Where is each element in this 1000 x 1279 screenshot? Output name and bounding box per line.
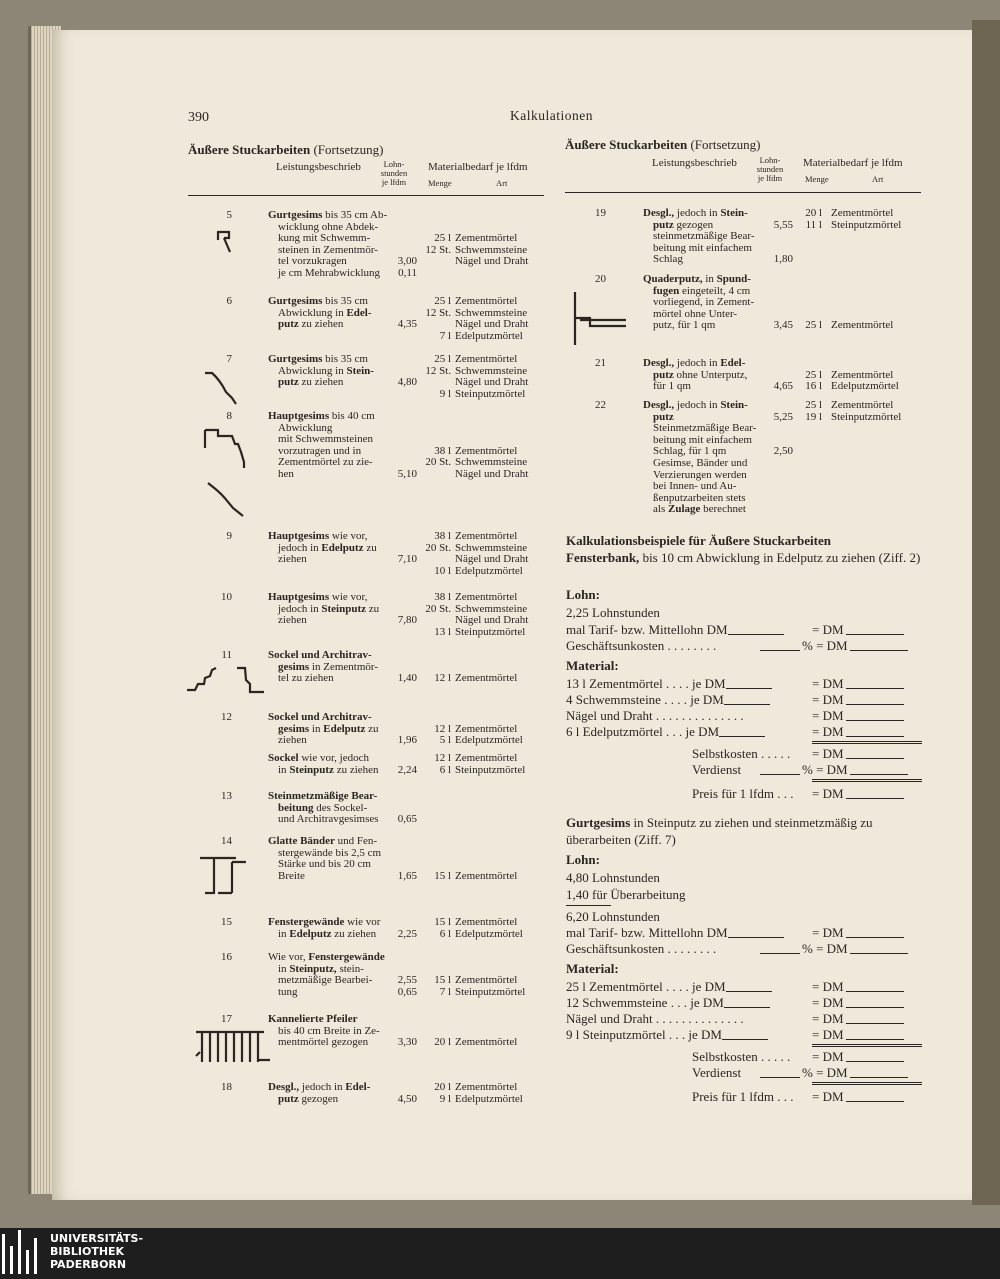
item-hours: 5,10	[397, 468, 417, 480]
calc-lohn-label: Lohn:	[566, 852, 600, 867]
item-material-type: Steinputzmörtel	[455, 625, 526, 638]
item-hours: 3,30	[397, 1036, 417, 1049]
calc-material-line: 9 l Steinputzmörtel . . . je DM	[566, 1027, 770, 1043]
item-material-type: Schwemmsteine	[455, 602, 528, 615]
item-material-type: Schwemmsteine	[455, 364, 528, 377]
item-description-line: als Zulage berechnet	[653, 503, 746, 516]
calc-material-line: Nägel und Draht . . . . . . . . . . . . . .	[566, 1011, 744, 1026]
item-description-line: Sockel und Architrav-	[268, 649, 372, 661]
item-material-qty: 25 l	[805, 319, 822, 332]
item-hours: 1,96	[397, 734, 417, 747]
item-material-type: Edelputzmörtel	[455, 734, 523, 747]
calc-selbstkosten: Selbstkosten . . . . .	[692, 1049, 791, 1064]
item-hours: 0,65	[397, 813, 417, 826]
item-description-line: hen	[278, 468, 294, 480]
calc-overhead: Geschäftsunkosten . . . . . . . .	[566, 638, 717, 653]
item-material-qty: 10 l	[434, 564, 451, 577]
item-description-line: Schlag, für 1 qm	[653, 445, 727, 458]
item-description-line: Gurtgesims bis 35 cm	[268, 295, 368, 307]
item-description-line: und Architravgesimses	[278, 813, 379, 826]
calc-material-line: 12 Schwemmsteine . . . je DM	[566, 995, 772, 1011]
item-description-line: fugen eingeteilt, 4 cm	[653, 284, 751, 297]
calc-material-line: 4 Schwemmsteine . . . . je DM	[566, 692, 772, 708]
item-material-type: Zementmörtel	[455, 591, 518, 603]
item-material-qty: 38 l	[434, 530, 451, 542]
item-description-line: kung mit Schwemm-	[278, 232, 371, 245]
item-hours: 3,45	[773, 319, 793, 332]
item-number: 6	[226, 295, 232, 307]
item-material-qty: 13 l	[434, 625, 451, 638]
profile-8-icon	[205, 430, 244, 468]
item-description-line: vorliegend, in Zement-	[653, 296, 755, 309]
item-hours: 1,65	[397, 869, 417, 882]
calc-selbstkosten-value: = DM	[812, 1049, 906, 1065]
calc-material-line: 6 l Edelputzmörtel . . . je DM	[566, 724, 767, 740]
item-number: 18	[221, 1081, 232, 1093]
item-material-qty: 12 St.	[425, 306, 451, 319]
item-material-qty: 12 St.	[425, 243, 451, 256]
calc-verdienst-value: % = DM	[760, 1065, 910, 1081]
col-header-desc: Leistungsbeschrieb	[276, 161, 361, 173]
item-description-line: tung	[278, 985, 298, 998]
item-description-line: jedoch in Steinputz zu	[278, 602, 380, 615]
calc-overhead: Geschäftsunkosten . . . . . . . .	[566, 941, 717, 956]
item-material-type: Zementmörtel	[455, 1081, 518, 1093]
item-material-qty: 11 l	[805, 218, 822, 231]
item-description-line: Desgl., jedoch in Stein-	[643, 399, 748, 411]
profile-11-icon	[187, 668, 264, 692]
item-description-line: ziehen	[278, 614, 307, 627]
item-material-qty: 7 l	[439, 329, 451, 342]
item-number: 7	[226, 353, 232, 365]
calc-material-line: Nägel und Draht . . . . . . . . . . . . . .	[566, 708, 744, 723]
item-material-qty: 15 l	[434, 916, 451, 928]
item-material-type: Nägel und Draht	[455, 376, 529, 389]
item-description-line: putz gezogen	[653, 218, 714, 231]
calc-material-line: 25 l Zementmörtel . . . . je DM	[566, 979, 774, 995]
calc-verdienst: Verdienst	[692, 1065, 742, 1080]
item-description-line: Steinmetzmäßige Bear-	[653, 422, 757, 435]
item-material-qty: 15 l	[434, 974, 451, 987]
item-hours: 7,10	[397, 553, 417, 566]
item-description-line: je cm Mehrabwicklung	[278, 267, 381, 279]
item-material-type: Schwemmsteine	[455, 243, 528, 256]
item-material-qty: 7 l	[439, 985, 451, 998]
item-material-type: Zementmörtel	[455, 752, 518, 764]
col-header-hours: Lohn- stunden je lfdm	[756, 155, 784, 183]
item-description-line: putz	[653, 410, 674, 423]
item-number: 16	[221, 951, 232, 963]
calc-selbstkosten-value: = DM	[812, 746, 906, 762]
calc-material-value: = DM	[812, 708, 906, 724]
item-description-line: Sockel und Architrav-	[268, 711, 372, 723]
item-number: 9	[226, 530, 232, 542]
item-material-type: Edelputzmörtel	[455, 1092, 523, 1105]
item-material-type: Nägel und Draht	[455, 318, 529, 331]
item-description-line: stergewände bis 2,5 cm	[278, 846, 382, 859]
item-description-line: mit Schwemmsteinen	[278, 433, 374, 446]
item-description-line: Hauptgesims wie vor,	[268, 530, 368, 542]
profile-7-icon	[205, 373, 236, 404]
calc-material-label: Material:	[566, 658, 619, 673]
item-hours: 0,65	[397, 985, 417, 998]
calc-hours-sum: 6,20 Lohnstunden	[566, 909, 660, 924]
item-material-type: Zementmörtel	[455, 353, 518, 365]
item-number: 17	[221, 1013, 232, 1025]
item-description-line: Glatte Bänder und Fen-	[268, 835, 378, 847]
col-header-qty: Menge	[805, 174, 829, 184]
item-material-type: Edelputzmörtel	[455, 329, 523, 342]
item-number: 11	[221, 649, 232, 661]
item-number: 8	[226, 410, 232, 422]
item-material-type: Zementmörtel	[455, 1036, 518, 1049]
item-description-line: Verzierungen werden	[653, 468, 747, 481]
calc-overhead-value: % = DM	[760, 941, 910, 957]
calc-rate-value: = DM	[812, 925, 906, 941]
item-material-type: Edelputzmörtel	[455, 564, 523, 577]
item-material-type: Zementmörtel	[831, 319, 894, 332]
section-title: Äußere Stuckarbeiten (Fortsetzung)	[188, 142, 384, 157]
item-material-qty: 5 l	[439, 734, 451, 747]
item-description-line: Hauptgesims bis 40 cm	[268, 410, 375, 422]
item-description-line: ziehen	[278, 734, 307, 747]
item-description-line: in Edelputz zu ziehen	[278, 927, 377, 940]
item-material-qty: 20 l	[434, 1081, 451, 1093]
item-material-type: Edelputzmörtel	[831, 380, 899, 393]
item-description-line: Schlag	[653, 253, 683, 266]
calc-material-value: = DM	[812, 979, 906, 995]
calc-preis: Preis für 1 lfdm . . .	[692, 786, 794, 801]
item-number: 20	[595, 273, 606, 285]
calc-selbstkosten: Selbstkosten . . . . .	[692, 746, 791, 761]
item-description-line: Hauptgesims wie vor,	[268, 591, 368, 603]
item-material-type: Zementmörtel	[831, 207, 894, 219]
item-description-line: Stärke und bis 20 cm	[278, 858, 371, 871]
item-description-line: Kannelierte Pfeiler	[268, 1013, 358, 1025]
item-material-type: Steinputzmörtel	[455, 387, 526, 400]
item-hours: 1,80	[773, 253, 793, 266]
item-material-type: Nägel und Draht	[455, 553, 529, 566]
item-material-type: Zementmörtel	[455, 444, 518, 457]
item-description-line: für 1 qm	[653, 380, 691, 393]
item-description-line: ßenputzarbeiten stets	[653, 491, 746, 504]
item-material-type: Zementmörtel	[455, 722, 518, 735]
item-hours: 7,80	[397, 614, 417, 627]
col-header-desc: Leistungsbeschrieb	[652, 157, 737, 169]
calc-overhead-value: % = DM	[760, 638, 910, 654]
calc-preis-value: = DM	[812, 1089, 906, 1105]
item-description-line: Quaderputz, in Spund-	[643, 273, 751, 285]
item-description-line: tel vorzukragen	[278, 255, 347, 268]
item-material-qty: 12 l	[434, 672, 451, 685]
item-description-line: steinen in Zementmör-	[278, 243, 378, 256]
item-material-qty: 15 l	[434, 869, 451, 882]
item-description-line: Abwicklung in Stein-	[278, 364, 374, 377]
item-description-line: mörtel ohne Unter-	[653, 307, 738, 320]
item-material-qty: 6 l	[439, 927, 451, 940]
item-hours: 0,11	[398, 267, 417, 279]
item-number: 5	[226, 209, 232, 221]
item-material-qty: 20 St.	[425, 602, 451, 615]
item-material-type: Steinputzmörtel	[455, 763, 526, 776]
item-material-type: Schwemmsteine	[455, 541, 528, 554]
item-material-qty: 25 l	[434, 295, 451, 307]
item-number: 10	[221, 591, 232, 603]
calc-lohn-label: Lohn:	[566, 587, 600, 602]
item-material-type: Zementmörtel	[455, 530, 518, 542]
item-material-type: Edelputzmörtel	[455, 927, 523, 940]
col-header-material: Materialbedarf je lfdm	[803, 157, 903, 169]
col-header-hours: Lohn- stunden je lfdm	[380, 159, 408, 187]
item-material-type: Steinputzmörtel	[831, 410, 902, 423]
calc-preis: Preis für 1 lfdm . . .	[692, 1089, 794, 1104]
profile-20-icon	[575, 292, 626, 345]
item-material-type: Zementmörtel	[831, 368, 894, 381]
calc-hours-line: 2,25 Lohnstunden	[566, 605, 660, 620]
item-hours: 2,55	[397, 974, 417, 987]
item-material-qty: 25 l	[805, 399, 822, 411]
item-material-qty: 20 l	[805, 207, 822, 219]
calc-material-line: 13 l Zementmörtel . . . . je DM	[566, 676, 774, 692]
item-description-line: bis 40 cm Breite in Ze-	[278, 1024, 380, 1037]
item-number: 14	[221, 835, 232, 847]
item-material-type: Zementmörtel	[455, 974, 518, 987]
item-description-line: Gurtgesims bis 35 cm	[268, 353, 368, 365]
item-description-line: Abwicklung in Edel-	[278, 306, 372, 319]
item-material-qty: 20 St.	[425, 541, 451, 554]
col-header-type: Art	[872, 174, 884, 184]
item-number: 12	[221, 711, 232, 723]
item-material-qty: 20 St.	[425, 456, 451, 469]
calc-hours-line: 4,80 Lohnstunden	[566, 870, 660, 885]
calc-material-value: = DM	[812, 724, 906, 740]
item-hours: 2,25	[397, 927, 417, 940]
item-description-line: Desgl., jedoch in Edel-	[268, 1081, 371, 1093]
item-material-type: Schwemmsteine	[455, 456, 528, 469]
item-number: 13	[221, 790, 232, 802]
item-material-type: Zementmörtel	[455, 672, 518, 685]
item-material-qty: 12 l	[434, 722, 451, 735]
item-description-line: Wie vor, Fenstergewände	[268, 951, 385, 963]
item-description-line: Breite	[278, 869, 305, 882]
item-material-qty: 12 St.	[425, 364, 451, 377]
item-material-qty: 38 l	[434, 591, 451, 603]
item-number: 22	[595, 399, 606, 411]
item-number: 19	[595, 207, 606, 219]
library-name: UNIVERSITÄTS- BIBLIOTHEK PADERBORN	[50, 1232, 144, 1271]
profile-14-icon	[200, 858, 246, 893]
item-material-type: Nägel und Draht	[455, 255, 529, 268]
item-material-qty: 6 l	[439, 763, 451, 776]
item-hours: 2,24	[397, 763, 417, 776]
calc-verdienst-value: % = DM	[760, 762, 910, 778]
item-material-type: Zementmörtel	[455, 916, 518, 928]
item-material-qty: 9 l	[439, 387, 451, 400]
item-description-line: putz zu ziehen	[278, 376, 344, 389]
col-header-material: Materialbedarf je lfdm	[428, 161, 528, 173]
calc-material-value: = DM	[812, 1011, 906, 1027]
library-footer	[0, 1228, 1000, 1279]
item-material-type: Steinputzmörtel	[831, 218, 902, 231]
item-material-type: Zementmörtel	[455, 232, 518, 245]
item-description-line: vorzutragen und in	[278, 444, 362, 457]
col-header-type: Art	[496, 178, 508, 188]
calc-material-label: Material:	[566, 961, 619, 976]
item-description-line: Abwicklung	[278, 421, 333, 434]
item-description-line: gesims in Edelputz zu	[278, 722, 379, 735]
calc-material-value: = DM	[812, 676, 906, 692]
item-material-qty: 25 l	[434, 353, 451, 365]
library-logo-icon	[0, 1228, 40, 1278]
item-material-type: Nägel und Draht	[455, 614, 529, 627]
item-hours: 5,25	[773, 410, 793, 423]
calc-material-value: = DM	[812, 1027, 906, 1043]
item-description-line: beitung mit einfachem	[653, 433, 752, 446]
item-hours: 2,50	[773, 445, 793, 458]
item-description-line: mentmörtel gezogen	[278, 1036, 369, 1049]
profile-17-icon	[196, 1032, 270, 1062]
item-description-line: putz gezogen	[278, 1092, 339, 1105]
item-description-line: wicklung ohne Abdek-	[278, 220, 379, 233]
item-material-type: Zementmörtel	[455, 295, 518, 307]
item-description-line: putz, für 1 qm	[653, 319, 716, 332]
item-material-type: Schwemmsteine	[455, 306, 528, 319]
item-material-type: Zementmörtel	[455, 869, 518, 882]
calc-intro: Gurtgesims in Steinputz zu ziehen und steinmetzmäßig zu überarbeiten (Ziff. 7)	[566, 815, 873, 847]
item-material-qty: 25 l	[805, 368, 822, 381]
calc-heading: Kalkulationsbeispiele für Äußere Stuckarbeiten	[566, 533, 831, 548]
item-material-qty: 19 l	[805, 410, 822, 423]
item-description-line: Desgl., jedoch in Edel-	[643, 357, 746, 369]
item-description-line: ziehen	[278, 553, 307, 566]
calc-intro: Fensterbank, bis 10 cm Abwicklung in Edelputz zu ziehen (Ziff. 2)	[566, 550, 921, 565]
item-hours: 3,00	[397, 255, 417, 268]
page-number: 390	[188, 110, 209, 125]
profile-5-icon	[217, 232, 230, 252]
calc-rate: mal Tarif- bzw. Mittellohn DM	[566, 925, 786, 941]
item-number: 21	[595, 357, 606, 369]
item-description-line: Desgl., jedoch in Stein-	[643, 207, 748, 219]
item-description-line: bei Innen- und Au-	[653, 480, 737, 493]
calc-verdienst: Verdienst	[692, 762, 742, 777]
item-description-line: metzmäßige Bearbei-	[278, 974, 373, 987]
item-description-line: Sockel wie vor, jedoch	[268, 752, 369, 764]
calc-rate: mal Tarif- bzw. Mittellohn DM	[566, 622, 786, 638]
item-description-line: beitung mit einfachem	[653, 241, 752, 254]
item-description-line: Gurtgesims bis 35 cm Ab-	[268, 209, 388, 221]
profile-9-icon	[208, 483, 243, 516]
item-description-line: in Steinputz zu ziehen	[278, 763, 379, 776]
item-material-qty: 38 l	[434, 444, 451, 457]
item-description-line: Steinmetzmäßige Bear-	[268, 790, 378, 802]
item-description-line: Zementmörtel zu zie-	[278, 456, 373, 469]
item-description-line: Fenstergewände wie vor	[268, 916, 381, 928]
item-hours: 4,65	[773, 380, 793, 393]
item-description-line: tel zu ziehen	[278, 672, 334, 685]
item-description-line: putz ohne Unterputz,	[653, 368, 748, 381]
calc-material-value: = DM	[812, 995, 906, 1011]
item-description-line: in Steinputz, stein-	[278, 962, 364, 975]
item-material-qty: 25 l	[434, 232, 451, 245]
item-material-qty: 9 l	[439, 1092, 451, 1105]
item-hours: 4,80	[397, 376, 417, 389]
item-description-line: jedoch in Edelputz zu	[278, 541, 377, 554]
item-hours: 4,35	[397, 318, 417, 331]
item-hours: 4,50	[397, 1092, 417, 1105]
calc-rate-value: = DM	[812, 622, 906, 638]
item-hours: 5,55	[773, 218, 793, 231]
running-title: Kalkulationen	[510, 108, 593, 123]
section-title: Äußere Stuckarbeiten (Fortsetzung)	[565, 137, 761, 152]
item-description-line: beitung des Sockel-	[278, 801, 368, 814]
item-material-type: Steinputzmörtel	[455, 985, 526, 998]
item-material-type: Nägel und Draht	[455, 468, 529, 480]
item-description-line: Gesimse, Bänder und	[653, 457, 748, 469]
item-description-line: steinmetzmäßige Bear-	[653, 230, 755, 243]
item-material-qty: 16 l	[805, 380, 822, 393]
calc-material-value: = DM	[812, 692, 906, 708]
col-header-qty: Menge	[428, 178, 452, 188]
item-material-qty: 12 l	[434, 752, 451, 764]
item-number: 15	[221, 916, 232, 928]
calc-hours-line: 1,40 für Überarbeitung	[566, 887, 686, 902]
item-material-type: Zementmörtel	[831, 399, 894, 411]
item-description-line: gesims in Zementmör-	[278, 660, 378, 673]
item-material-qty: 20 l	[434, 1036, 451, 1049]
calc-preis-value: = DM	[812, 786, 906, 802]
item-hours: 1,40	[397, 672, 417, 685]
item-description-line: putz zu ziehen	[278, 318, 344, 331]
